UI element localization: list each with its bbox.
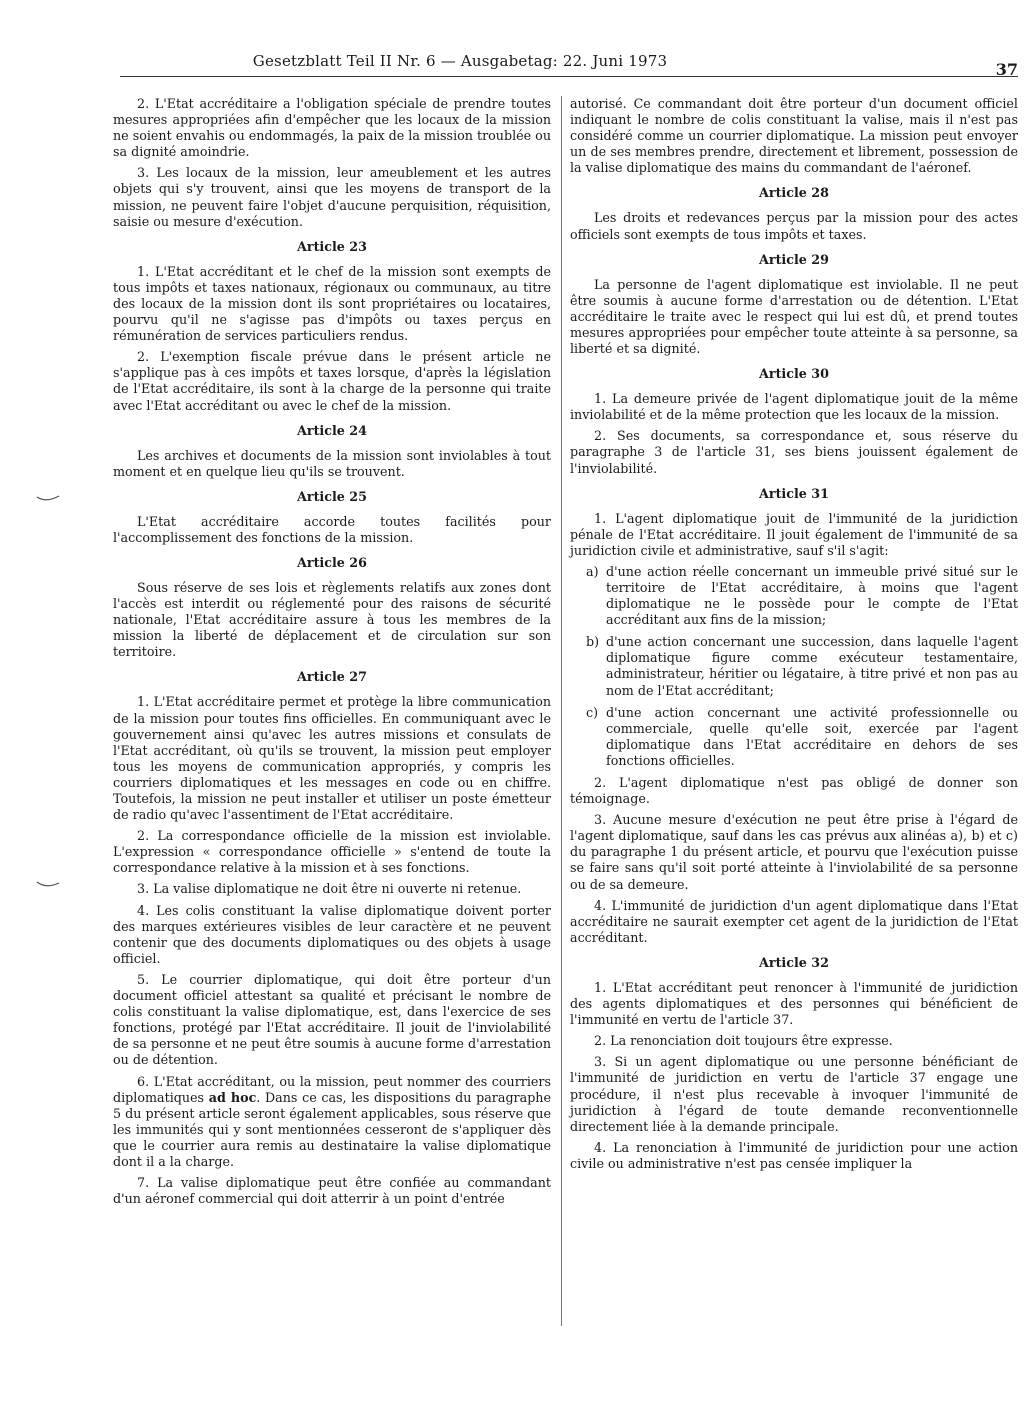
article-heading: Article 26 [297,554,367,570]
paragraph: 1. L'agent diplomatique jouit de l'immunité de la juridiction pénale de l'Etat accréditaire. Il jouit également de l'immunité de sa juridiction civile et administrative, sauf s'il s'agit: [570,510,1018,558]
article-heading: Article 24 [297,422,367,438]
right-column [570,96,1018,1177]
running-header: Gesetzblatt Teil II Nr. 6 — Ausgabetag: 22. Juni 1973 [252,52,668,70]
list-item [570,705,1018,769]
left-column [113,96,551,1212]
paragraph: 2. Ses documents, sa correspondance et, sous réserve du paragraphe 3 de l'article 31, ses biens jouissent également de l'inviolabilité. [570,428,1018,476]
paragraph: 2. L'exemption fiscale prévue dans le présent article ne s'applique pas à ces impôts et taxes lorsque, d'après la législation de l'Etat accréditaire, ils sont à la charge de la personne qui traite avec l'Etat accréditant ou avec le chef de la mission. [113,349,551,413]
column-divider [561,96,562,1326]
paragraph: 2. La renonciation doit toujours être expresse. [594,1033,893,1049]
paragraph: 3. Les locaux de la mission, leur ameublement et les autres objets qui s'y trouvent, ainsi que les moyens de transport de la mission, ne peuvent faire l'objet d'aucune perquisition, réquisition, saisie ou mesure d'exécution. [113,165,551,229]
paragraph: 2. L'agent diplomatique n'est pas obligé de donner son témoignage. [570,775,1018,807]
emphasis-ad-hoc: ad hoc [208,1089,257,1105]
article-heading: Article 23 [297,238,367,254]
paragraph: Les droits et redevances perçus par la mission pour des actes officiels sont exempts de tous impôts et taxes. [570,210,1018,242]
article-heading: Article 29 [759,251,829,267]
paragraph: 2. L'Etat accréditaire a l'obligation spéciale de prendre toutes mesures appropriées afin d'empêcher que les locaux de la mission ne soient envahis ou endommagés, la paix de la mission troublée ou sa dignité amoindrie. [113,96,551,160]
list-item-marker: b) [586,634,600,650]
paragraph: 1. L'Etat accréditant et le chef de la mission sont exempts de tous impôts et taxes nationaux, régionaux ou communaux, au titre des locaux de la mission dont ils sont propriétaires ou locataires, pourvu qu'il ne s'agisse pas d'impôts ou taxes perçus en rémunération de services particuliers rendus. [113,263,551,344]
paragraph: Sous réserve de ses lois et règlements relatifs aux zones dont l'accès est interdit ou réglementé pour des raisons de sécurité nationale, l'Etat accréditaire assure à tous les membres de la mission la liberté de déplacement et de circulation sur son territoire. [113,579,551,660]
article-heading: Article 30 [759,366,829,382]
article-heading: Article 32 [759,954,829,970]
paragraph [113,1074,551,1171]
list-item-marker: c) [586,704,599,720]
page-number: 37 [995,60,1018,79]
paragraph: 1. La demeure privée de l'agent diplomatique jouit de la même inviolabilité et de la même protection que les locaux de la mission. [570,391,1018,423]
paragraph: 3. Aucune mesure d'exécution ne peut être prise à l'égard de l'agent diplomatique, sauf dans les cas prévus aux alinéas a), b) et c) du paragraphe 1 du présent article, et pourvu que l'exécution puisse se faire sans qu'il soit porté atteinte à l'inviolabilité de sa personne ou de sa demeure. [570,812,1018,892]
paragraph-continuation: autorisé. Ce commandant doit être porteur d'un document officiel indiquant le nombre de colis constituant la valise, mais il n'est pas considéré comme un courrier diplomatique. La mission peut envoyer un de ses membres prendre, directement et librement, possession de la valise diplomatique des mains du commandant de l'aéronef. [570,96,1018,176]
article-heading: Article 25 [297,488,367,504]
paragraph: 1. L'Etat accréditaire permet et protège la libre communication de la mission pour toutes fins officielles. En communiquant avec le gouvernement ainsi qu'avec les autres missions et consulats de l'Etat accréditant, où qu'ils se trouvent, la mission peut employer tous les moyens de communication appropriés, y compris les courriers diplomatiques et les messages en code ou en chiffre. Toutefois, la mission ne peut installer et utiliser un poste émetteur de radio qu'avec l'assentiment de l'Etat accréditaire. [113,694,551,823]
margin-pencil-mark [36,494,60,504]
paragraph: 2. La correspondance officielle de la mission est inviolable. L'expression « correspondance officielle » s'entend de toute la correspondance relative à la mission et à ses fonctions. [113,828,551,876]
paragraph: Les archives et documents de la mission sont inviolables à tout moment et en quelque lieu qu'ils se trouvent. [113,447,551,479]
article-heading: Article 27 [297,669,367,685]
article-heading: Article 31 [759,485,829,501]
paragraph-text: 6. L'Etat accréditant, ou la mission, peut nommer des courriers diplomatiques [113,1073,551,1105]
paragraph: L'Etat accréditaire accorde toutes facilités pour l'accomplissement des fonctions de la mission. [113,513,551,545]
article-heading: Article 28 [759,185,829,201]
list-item-text: d'une action concernant une activité professionnelle ou commerciale, quelle qu'elle soit, exercée par l'agent diplomatique dans l'Etat accréditaire en dehors de ses fonctions officielles. [606,704,1018,768]
paragraph: 3. Si un agent diplomatique ou une personne bénéficiant de l'immunité de juridiction en vertu de l'article 37 engage une procédure, il n'est plus recevable à invoquer l'immunité de juridiction à l'égard de toute demande reconventionnelle directement liée à la demande principale. [570,1054,1018,1134]
paragraph: 3. La valise diplomatique ne doit être ni ouverte ni retenue. [137,881,522,897]
paragraph: 7. La valise diplomatique peut être confiée au commandant d'un aéronef commercial qui doit atterrir à un point d'entrée [113,1175,551,1207]
paragraph: La personne de l'agent diplomatique est inviolable. Il ne peut être soumis à aucune forme d'arrestation ou de détention. L'Etat accréditaire le traite avec le respect qui lui est dû, et prend toutes mesures appropriées pour empêcher toute atteinte à sa personne, sa liberté et sa dignité. [570,276,1018,357]
list-item-text: d'une action concernant une succession, dans laquelle l'agent diplomatique figure comme exécuteur testamentaire, administrateur, héritier ou légataire, à titre privé et non pas au nom de l'Etat accréditant; [606,634,1018,698]
list-item-text: d'une action réelle concernant un immeuble privé situé sur le territoire de l'Etat accréditaire, à moins que l'agent diplomatique ne le possède pour le compte de l'Etat accréditant aux fins de la mission; [606,563,1018,628]
margin-pencil-mark [36,880,60,890]
paragraph: 4. Les colis constituant la valise diplomatique doivent porter des marques extérieures visibles de leur caractère et ne peuvent contenir que des documents diplomatiques ou des objets à usage officiel. [113,902,551,966]
header-rule [120,76,1018,77]
paragraph-text: . Dans ce cas, les dispositions du paragraphe 5 du présent article seront également applicables, sous réserve que les immunités qui y sont mentionnées cesseront de s'appliquer dès que le courrier aura remis au destinataire la valise diplomatique dont il a la charge. [113,1089,551,1169]
list-item [570,634,1018,698]
paragraph: 4. L'immunité de juridiction d'un agent diplomatique dans l'Etat accréditaire ne saurait exempter cet agent de la juridiction de l'Etat accréditant. [570,897,1018,945]
list-item-marker: a) [586,563,599,579]
paragraph: 1. L'Etat accréditant peut renoncer à l'immunité de juridiction des agents diplomatiques et des personnes qui bénéficient de l'immunité en vertu de l'article 37. [570,979,1018,1028]
paragraph: 5. Le courrier diplomatique, qui doit être porteur d'un document officiel attestant sa qualité et précisant le nombre de colis constituant la valise diplomatique, est, dans l'exercice de ses fonctions, protégé par l'Etat accréditaire. Il jouit de l'inviolabilité de sa personne et ne peut être soumis à aucune forme d'arrestation ou de détention. [113,971,551,1068]
list-item [570,564,1018,628]
paragraph: 4. La renonciation à l'immunité de juridiction pour une action civile ou administrative n'est pas censée impliquer la [570,1139,1018,1171]
